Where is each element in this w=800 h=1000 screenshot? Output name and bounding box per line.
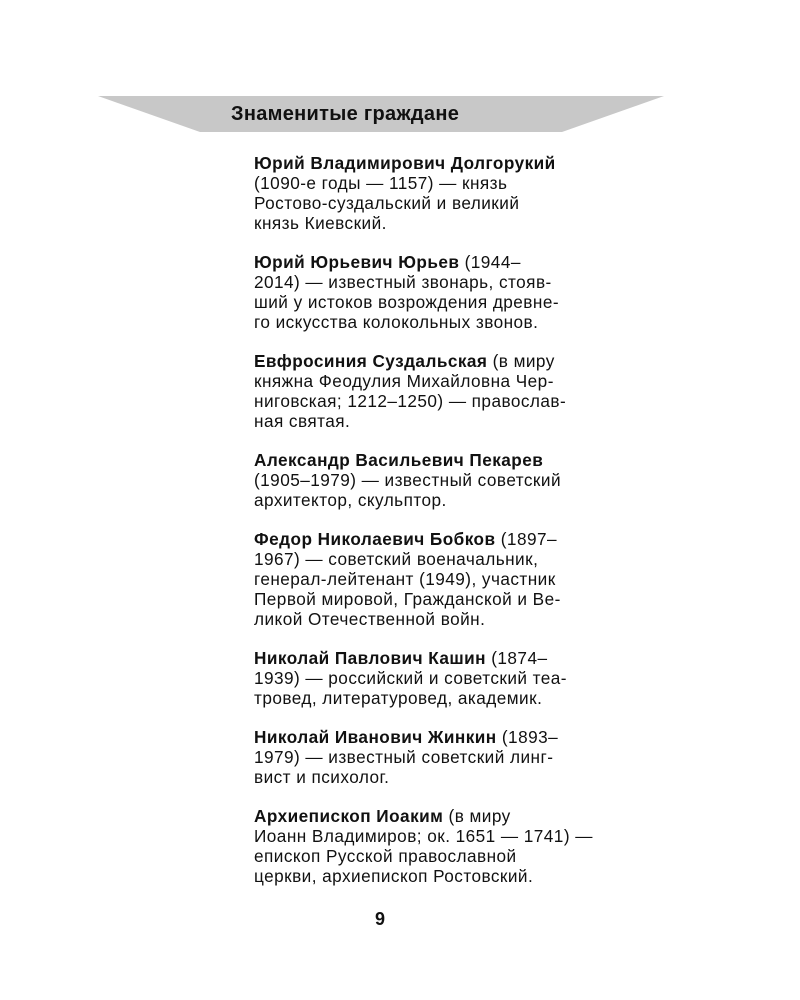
entry-text: церкви, архиепископ Ростовский. — [254, 866, 534, 886]
entry-text: князь Киевский. — [254, 213, 387, 233]
entry-first-line — [254, 351, 674, 371]
entry-text: генерал-лейтенант (1949), участник — [254, 569, 556, 589]
list-item — [254, 153, 674, 233]
person-name: Юрий Юрьевич Юрьев — [254, 252, 460, 272]
entry-text: (1893– — [496, 727, 559, 747]
person-name: Николай Иванович Жинкин — [254, 727, 497, 747]
entry-text: (1874– — [486, 648, 548, 668]
entry-first-line — [254, 529, 674, 549]
person-name: Юрий Владимирович Долгорукий — [254, 153, 556, 173]
entries-list — [254, 153, 674, 905]
entry-first-line — [254, 450, 674, 470]
person-name: Евфросиния Суздальская — [254, 351, 488, 371]
entry-text: (1944– — [459, 252, 521, 272]
entry-first-line — [254, 727, 674, 747]
entry-text: ная святая. — [254, 411, 351, 431]
entry-text: (1897– — [495, 529, 557, 549]
entry-text: ликой Отечественной войн. — [254, 609, 486, 629]
list-item — [254, 351, 674, 431]
entry-first-line — [254, 806, 674, 826]
entry-text: (в миру — [487, 351, 555, 371]
entry-first-line — [254, 648, 674, 668]
entry-text: 1979) — известный советский линг- — [254, 747, 554, 767]
entry-first-line — [254, 252, 674, 272]
section-banner — [98, 96, 664, 132]
person-name: Александр Васильевич Пекарев — [254, 450, 544, 470]
entry-text: Иоанн Владимиров; ок. 1651 — 1741) — — [254, 826, 593, 846]
entry-text: ниговская; 1212–1250) — православ- — [254, 391, 567, 411]
list-item — [254, 450, 674, 510]
list-item — [254, 529, 674, 629]
entry-text: 2014) — известный звонарь, стояв- — [254, 272, 552, 292]
page-number: 9 — [374, 909, 385, 929]
entry-text: (1905–1979) — известный советский — [254, 470, 561, 490]
person-name: Архиепископ Иоаким — [254, 806, 444, 826]
entry-text: Первой мировой, Гражданской и Ве- — [254, 589, 561, 609]
list-item — [254, 806, 674, 886]
entry-text: 1939) — российский и советский теа- — [254, 668, 567, 688]
entry-text: 1967) — советский военачальник, — [254, 549, 539, 569]
entry-first-line — [254, 153, 674, 173]
person-name: Николай Павлович Кашин — [254, 648, 487, 668]
list-item — [254, 252, 674, 332]
entry-text: епископ Русской православной — [254, 846, 517, 866]
entry-text: го искусства колокольных звонов. — [254, 312, 539, 332]
entry-text: княжна Феодулия Михайловна Чер- — [254, 371, 554, 391]
entry-text: тровед, литературовед, академик. — [254, 688, 543, 708]
entry-text: (в миру — [443, 806, 511, 826]
entry-text: архитектор, скульптор. — [254, 490, 447, 510]
section-title: Знаменитые граждане — [231, 103, 460, 125]
person-name: Федор Николаевич Бобков — [254, 529, 496, 549]
entry-text: ший у истоков возрождения древне- — [254, 292, 560, 312]
entry-text: вист и психолог. — [254, 767, 390, 787]
entry-text: (1090-е годы — 1157) — князь — [254, 173, 508, 193]
entry-text: Ростово-суздальский и великий — [254, 193, 520, 213]
list-item — [254, 727, 674, 787]
list-item — [254, 648, 674, 708]
